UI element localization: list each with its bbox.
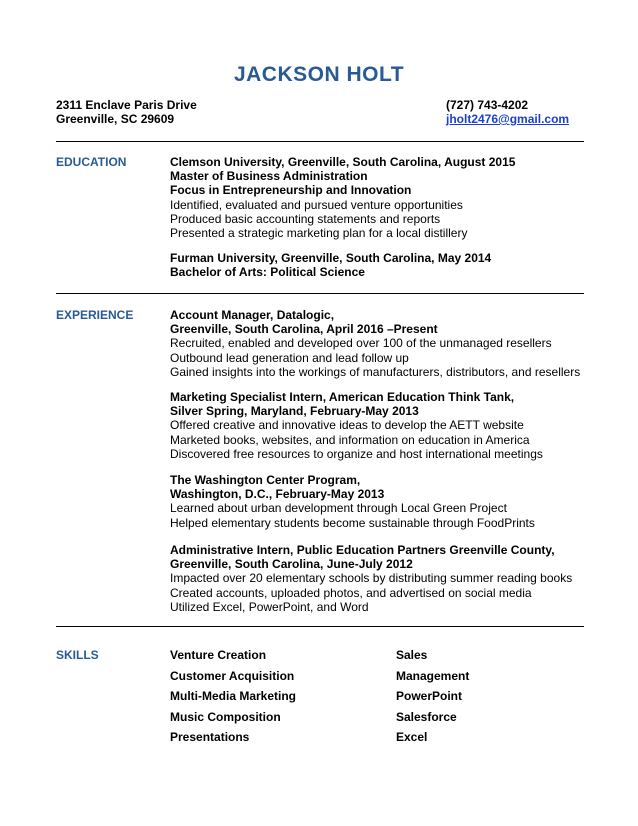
education-degree: Bachelor of Arts: Political Science bbox=[170, 265, 365, 280]
experience-detail: Impacted over 20 elementary schools by distributing summer reading books bbox=[170, 571, 573, 586]
experience-subtitle: Silver Spring, Maryland, February-May 2013 bbox=[170, 404, 419, 419]
experience-entry bbox=[170, 543, 590, 614]
experience-title: Account Manager, Datalogic, bbox=[170, 308, 335, 322]
contact-block bbox=[446, 98, 569, 126]
skill-item: Multi-Media Marketing bbox=[170, 689, 297, 704]
experience-detail: Marketed books, websites, and information on education in America bbox=[170, 432, 530, 447]
experience-entry bbox=[170, 390, 590, 461]
education-detail: Produced basic accounting statements and reports bbox=[170, 211, 441, 226]
experience-heading: EXPERIENCE bbox=[56, 308, 134, 322]
skill-item: Music Composition bbox=[170, 709, 281, 724]
experience-detail: Discovered free resources to organize and host international meetings bbox=[170, 446, 543, 461]
divider bbox=[56, 141, 584, 142]
address-block bbox=[56, 98, 197, 126]
experience-title: Marketing Specialist Intern, American Education Think Tank, bbox=[170, 390, 515, 404]
skill-item: PowerPoint bbox=[396, 689, 463, 704]
education-entry bbox=[170, 251, 590, 279]
experience-entry bbox=[170, 308, 590, 379]
skills-column-2 bbox=[396, 648, 469, 751]
education-entry bbox=[170, 155, 590, 240]
skill-item: Sales bbox=[396, 648, 428, 662]
experience-title: Administrative Intern, Public Education Partners Greenville County, bbox=[170, 543, 555, 557]
education-focus: Focus in Entrepreneurship and Innovation bbox=[170, 183, 412, 198]
skill-item: Customer Acquisition bbox=[170, 668, 295, 683]
education-title: Clemson University, Greenville, South Carolina, August 2015 bbox=[170, 155, 516, 169]
experience-detail: Outbound lead generation and lead follow up bbox=[170, 350, 409, 365]
experience-subtitle: Greenville, South Carolina, April 2016 –Present bbox=[170, 322, 438, 337]
experience-detail: Offered creative and innovative ideas to develop the AETT website bbox=[170, 418, 524, 433]
phone-number: (727) 743-4202 bbox=[446, 98, 529, 112]
experience-detail: Created accounts, uploaded photos, and advertised on social media bbox=[170, 585, 532, 600]
skill-item: Management bbox=[396, 668, 470, 683]
skill-item: Venture Creation bbox=[170, 648, 267, 662]
education-title: Furman University, Greenville, South Carolina, May 2014 bbox=[170, 251, 492, 265]
experience-detail: Recruited, enabled and developed over 100 of the unmanaged resellers bbox=[170, 336, 552, 351]
skill-item: Salesforce bbox=[396, 709, 457, 724]
divider bbox=[56, 626, 584, 627]
divider bbox=[56, 293, 584, 294]
skills-column-1 bbox=[170, 648, 296, 751]
education-detail: Presented a strategic marketing plan for a local distillery bbox=[170, 226, 468, 241]
skills-heading: SKILLS bbox=[56, 648, 99, 662]
experience-detail: Gained insights into the workings of manufacturers, distributors, and resellers bbox=[170, 364, 581, 379]
experience-title: The Washington Center Program, bbox=[170, 473, 361, 487]
experience-detail: Learned about urban development through Local Green Project bbox=[170, 501, 507, 516]
skill-item: Presentations bbox=[170, 730, 250, 745]
experience-subtitle: Washington, D.C., February-May 2013 bbox=[170, 487, 385, 502]
experience-detail: Helped elementary students become sustainable through FoodPrints bbox=[170, 515, 535, 530]
experience-detail: Utilized Excel, PowerPoint, and Word bbox=[170, 599, 369, 614]
education-degree: Master of Business Administration bbox=[170, 169, 368, 184]
resume-name: JACKSON HOLT bbox=[233, 63, 405, 86]
email-link[interactable]: jholt2476@gmail.com bbox=[446, 112, 570, 126]
address-line-2: Greenville, SC 29609 bbox=[56, 112, 175, 126]
skill-item: Excel bbox=[396, 730, 428, 745]
address-line-1: 2311 Enclave Paris Drive bbox=[56, 98, 197, 112]
education-detail: Identified, evaluated and pursued venture opportunities bbox=[170, 197, 463, 212]
experience-subtitle: Greenville, South Carolina, June-July 2012 bbox=[170, 557, 413, 572]
education-heading: EDUCATION bbox=[56, 155, 127, 169]
experience-entry bbox=[170, 473, 590, 530]
